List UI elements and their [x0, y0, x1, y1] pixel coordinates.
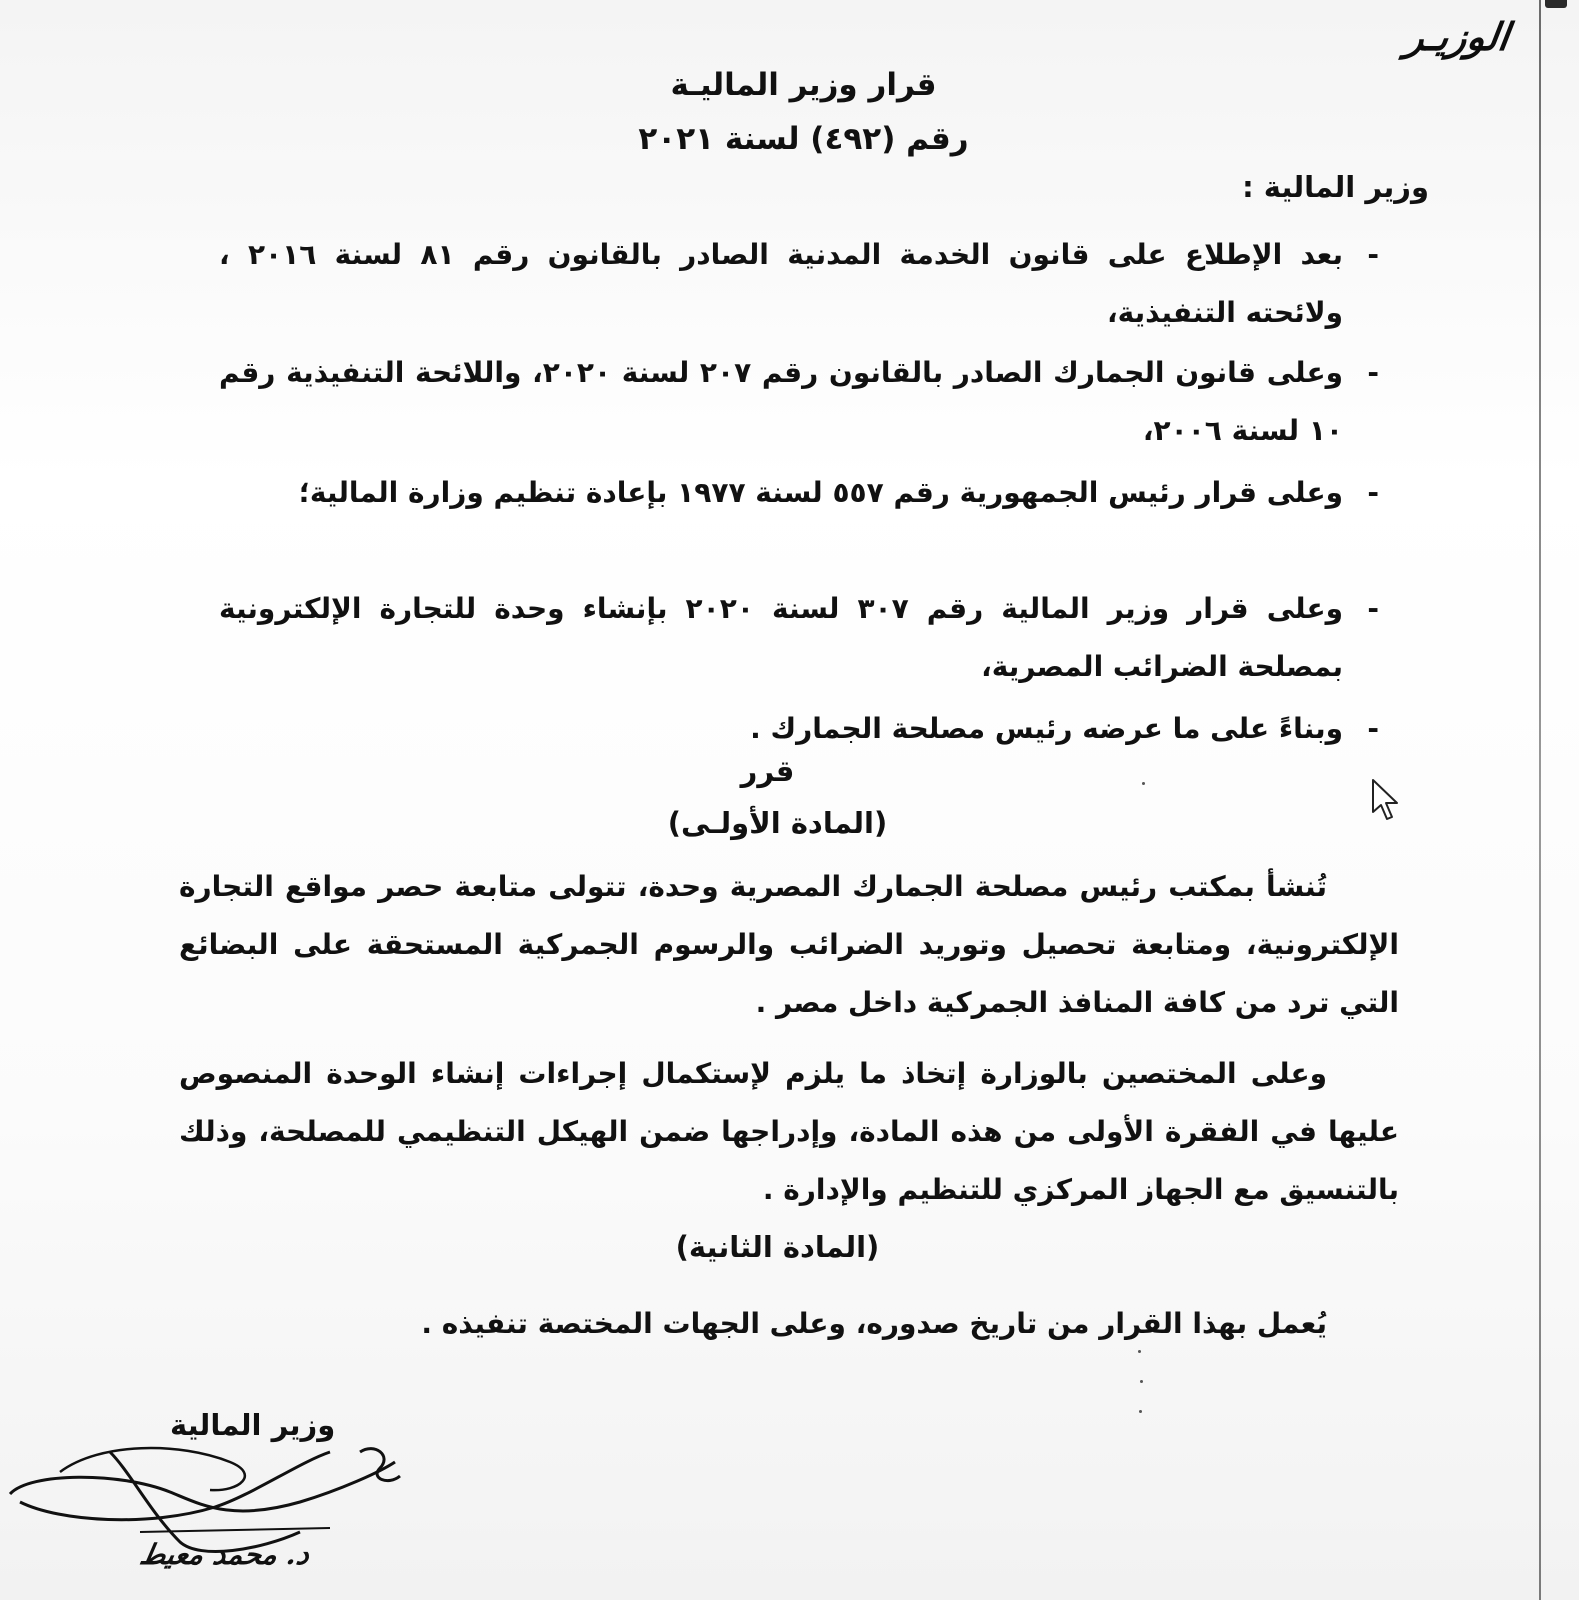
recital-text: وعلى قرار وزير المالية رقم ٣٠٧ لسنة ٢٠٢٠ بإنشاء وحدة للتجارة الإلكترونية بمصلحة الضرائب المصرية، — [219, 592, 1343, 683]
article-2-paragraph-1: يُعمل بهذا القرار من تاريخ صدوره، وعلى الجهات المختصة تنفيذه . — [421, 1307, 1327, 1340]
mouse-pointer-icon — [1370, 778, 1400, 822]
ministry-letterhead: الوزيـر — [1403, 14, 1513, 59]
recital-text: وعلى قرار رئيس الجمهورية رقم ٥٥٧ لسنة ١٩٧٧ بإعادة تنظيم وزارة المالية؛ — [298, 476, 1343, 509]
article-1-paragraph-1: تُنشأ بمكتب رئيس مصلحة الجمارك المصرية وحدة، تتولى متابعة حصر مواقع التجارة الإلكترونية، ومتابعة تحصيل وتوريد الضرائب والرسوم الجمركية المستحقة على البضائع التي ترد من كافة المنافذ الجمركية داخل مصر . — [179, 870, 1399, 1019]
list-dash: - — [1367, 356, 1379, 389]
list-dash: - — [1367, 476, 1379, 509]
decision-label: قرر — [740, 754, 795, 788]
signatory-name: د. محمد معيط — [137, 1538, 313, 1571]
signature-block — [0, 1408, 420, 1598]
recital-item — [219, 700, 1379, 760]
decision-label-row — [0, 754, 1579, 788]
recital-item — [219, 580, 1379, 700]
recital-text: بعد الإطلاع على قانون الخدمة المدنية الصادر بالقانون رقم ٨١ لسنة ٢٠١٦ ، ولائحته التنفيذية، — [219, 238, 1343, 329]
scan-speck — [1138, 1350, 1141, 1353]
decree-title: قرار وزير الماليـة — [670, 67, 937, 103]
signatory-title: وزير المالية — [170, 1408, 336, 1442]
scan-speck — [1140, 1380, 1143, 1383]
recital-item — [219, 344, 1379, 464]
article-2-heading: (المادة الثانية) — [675, 1230, 880, 1264]
recital-item — [219, 226, 1379, 344]
decree-title-block — [14, 58, 1579, 166]
article-1-heading: (المادة الأولـى) — [667, 806, 888, 840]
list-dash: - — [1367, 712, 1379, 745]
article-1-paragraph-2: وعلى المختصين بالوزارة إتخاذ ما يلزم لإستكمال إجراءات إنشاء الوحدة المنصوص عليها في الفقرة الأولى من هذه المادة، وإدراجها ضمن الهيكل التنظيمي للمصلحة، وذلك بالتنسيق مع الجهاز المركزي للتنظيم والإدارة . — [179, 1057, 1399, 1206]
article-1-heading-row — [0, 806, 1579, 840]
recital-item — [219, 464, 1379, 580]
decree-number: رقم (٤٩٢) لسنة ٢٠٢١ — [638, 121, 969, 157]
recital-text: وبناءً على ما عرضه رئيس مصلحة الجمارك . — [750, 712, 1343, 745]
scan-corner-mark — [1545, 0, 1567, 8]
scan-speck — [1139, 1410, 1142, 1413]
scan-speck — [1142, 782, 1145, 785]
preamble-addressee: وزير المالية : — [1242, 170, 1429, 204]
recital-text: وعلى قانون الجمارك الصادر بالقانون رقم ٢٠٧ لسنة ٢٠٢٠، واللائحة التنفيذية رقم ١٠ لسنة ٢٠٠٦، — [219, 356, 1343, 447]
list-dash: - — [1367, 238, 1379, 271]
list-dash: - — [1367, 592, 1379, 625]
recitals-list — [219, 226, 1379, 760]
page-margin-rule — [1539, 0, 1541, 1600]
article-2-heading-row — [0, 1230, 1579, 1264]
